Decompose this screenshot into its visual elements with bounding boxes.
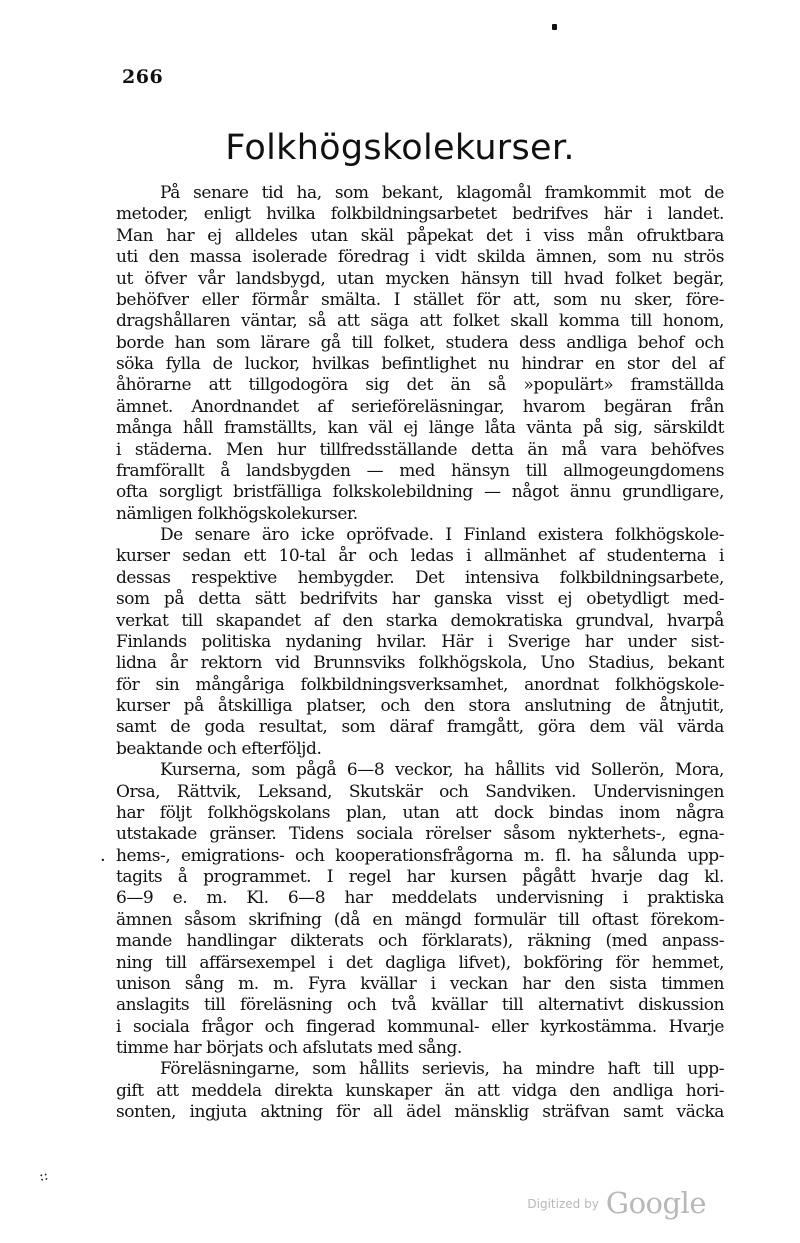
text-line: kurser på åtskilliga platser, och den stora anslutning de åtnjutit, xyxy=(116,696,724,716)
text-line: Orsa, Rättvik, Leksand, Skutskär och Sandviken. Undervisningen xyxy=(116,781,724,802)
text-line: tagits å programmet. I regel har kursen pågått hvarje dag kl. xyxy=(116,867,724,887)
text-line: metoder, enligt hvilka folkbildningsarbetet bedrifves här i landet. xyxy=(116,204,724,225)
text-line: utstakade gränser. Tidens sociala rörelser såsom nykterhets-, egna- xyxy=(116,824,724,845)
text-line: hems-, emigrations- och kooperationsfrågorna m. fl. ha sålunda upp- xyxy=(116,845,724,866)
corner-mark: ⁘ xyxy=(32,1165,55,1190)
text-line: borde han som lärare gå till folket, studera dess andliga behof och xyxy=(116,332,724,353)
text-line: På senare tid ha, som bekant, klagomål framkommit mot de xyxy=(160,183,724,203)
text-line: sonten, ingjuta aktning för all ädel mänsklig sträfvan samt väcka xyxy=(116,1102,724,1123)
article-body xyxy=(116,183,724,1124)
text-line: De senare äro icke opröfvade. I Finland existera folkhögskole- xyxy=(160,525,724,545)
text-line: unison sång m. m. Fyra kvällar i veckan har den sista timmen xyxy=(116,973,724,994)
text-line: kurser sedan ett 10-tal år och ledas i allmänhet af studenterna i xyxy=(116,546,724,567)
text-line: dragshållaren väntar, så att säga att folket skall komma till honom, xyxy=(116,311,724,332)
text-line: 6—9 e. m. Kl. 6—8 har meddelats undervisning i praktiska xyxy=(116,888,724,909)
text-line: Finlands politiska nydaning hvilar. Här i Sverige har under sist- xyxy=(116,631,724,652)
text-line: i städerna. Men hur tillfredsställande detta än må vara behöfves xyxy=(116,439,724,460)
text-line: åhörarne att tillgodogöra sig det än så »populärt» framställda xyxy=(116,375,724,396)
text-line: nämligen folkhögskolekurser. xyxy=(116,503,358,524)
text-line: gift att meddela direkta kunskaper än att vidga den andliga hori- xyxy=(116,1080,724,1101)
text-line: anslagits till föreläsning och två kvällar till alternativt diskussion xyxy=(116,995,724,1016)
text-line: ofta sorgligt bristfälliga folkskolebildning — något ännu grundligare, xyxy=(116,482,724,503)
page-title: Folkhögskolekurser. xyxy=(225,128,575,168)
text-line: som på detta sätt bedrifvits har ganska visst ej obetydligt med- xyxy=(116,589,724,610)
text-line: Man har ej alldeles utan skäl påpekat det i viss mån ofruktbara xyxy=(116,225,724,246)
digitized-watermark xyxy=(527,1186,706,1220)
text-line: timme har börjats och afslutats med sång. xyxy=(116,1038,462,1058)
text-line: samt de goda resultat, som däraf framgått, göra dem väl värda xyxy=(116,717,724,738)
text-line: beaktande och efterföljd. xyxy=(116,738,322,759)
text-line: framförallt å landsbygden — med hänsyn till allmogeungdomens xyxy=(116,460,724,481)
page-number: 266 xyxy=(122,66,164,88)
text-line: ämnen såsom skrifning (då en mängd formulär till oftast förekom- xyxy=(116,909,724,930)
text-line: för sin mångåriga folkbildningsverksamhet, anordnat folkhögskole- xyxy=(116,674,724,695)
text-line: ning till affärsexempel i det dagliga lifvet), bokföring för hemmet, xyxy=(116,952,724,973)
text-line: mande handlingar dikterats och förklarats), räkning (med anpass- xyxy=(116,931,724,952)
text-line: ut öfver vår landsbygd, utan mycken hänsyn till hvad folket begär, xyxy=(116,268,724,289)
text-line: uti den massa isolerade föredrag i vidt skilda ämnen, som nu strös xyxy=(116,247,724,268)
text-line: Kurserna, som pågå 6—8 veckor, ha hållits vid Sollerön, Mora, xyxy=(160,760,724,781)
top-ink-dot xyxy=(552,24,557,30)
margin-mark: · xyxy=(100,850,106,871)
text-line: dessas respektive hembygder. Det intensiva folkbildningsarbete, xyxy=(116,567,724,588)
text-line: behöfver eller förmår smälta. I stället för att, som nu sker, före- xyxy=(116,289,724,310)
text-line: söka fylla de luckor, hvilkas befintlighet nu hindrar en stor del af xyxy=(116,354,724,374)
text-line: Föreläsningarne, som hållits serievis, ha mindre haft till upp- xyxy=(160,1059,724,1080)
text-line: lidna år rektorn vid Brunnsviks folkhögskola, Uno Stadius, bekant xyxy=(116,653,724,674)
text-line: i sociala frågor och fingerad kommunal- eller kyrkostämma. Hvarje xyxy=(116,1016,724,1037)
digitized-by-label: Digitized by xyxy=(527,1197,599,1211)
text-line: många håll framställts, kan väl ej länge låta vänta på sig, särskildt xyxy=(116,418,724,439)
text-line: verkat till skapandet af den starka demokratiska grundval, hvarpå xyxy=(116,610,724,631)
text-line: ämnet. Anordnandet af serieföreläsningar, hvarom begäran från xyxy=(116,396,724,417)
google-logo-text: Google xyxy=(605,1186,706,1220)
text-line: har följt folkhögskolans plan, utan att dock bindas inom några xyxy=(116,802,724,823)
